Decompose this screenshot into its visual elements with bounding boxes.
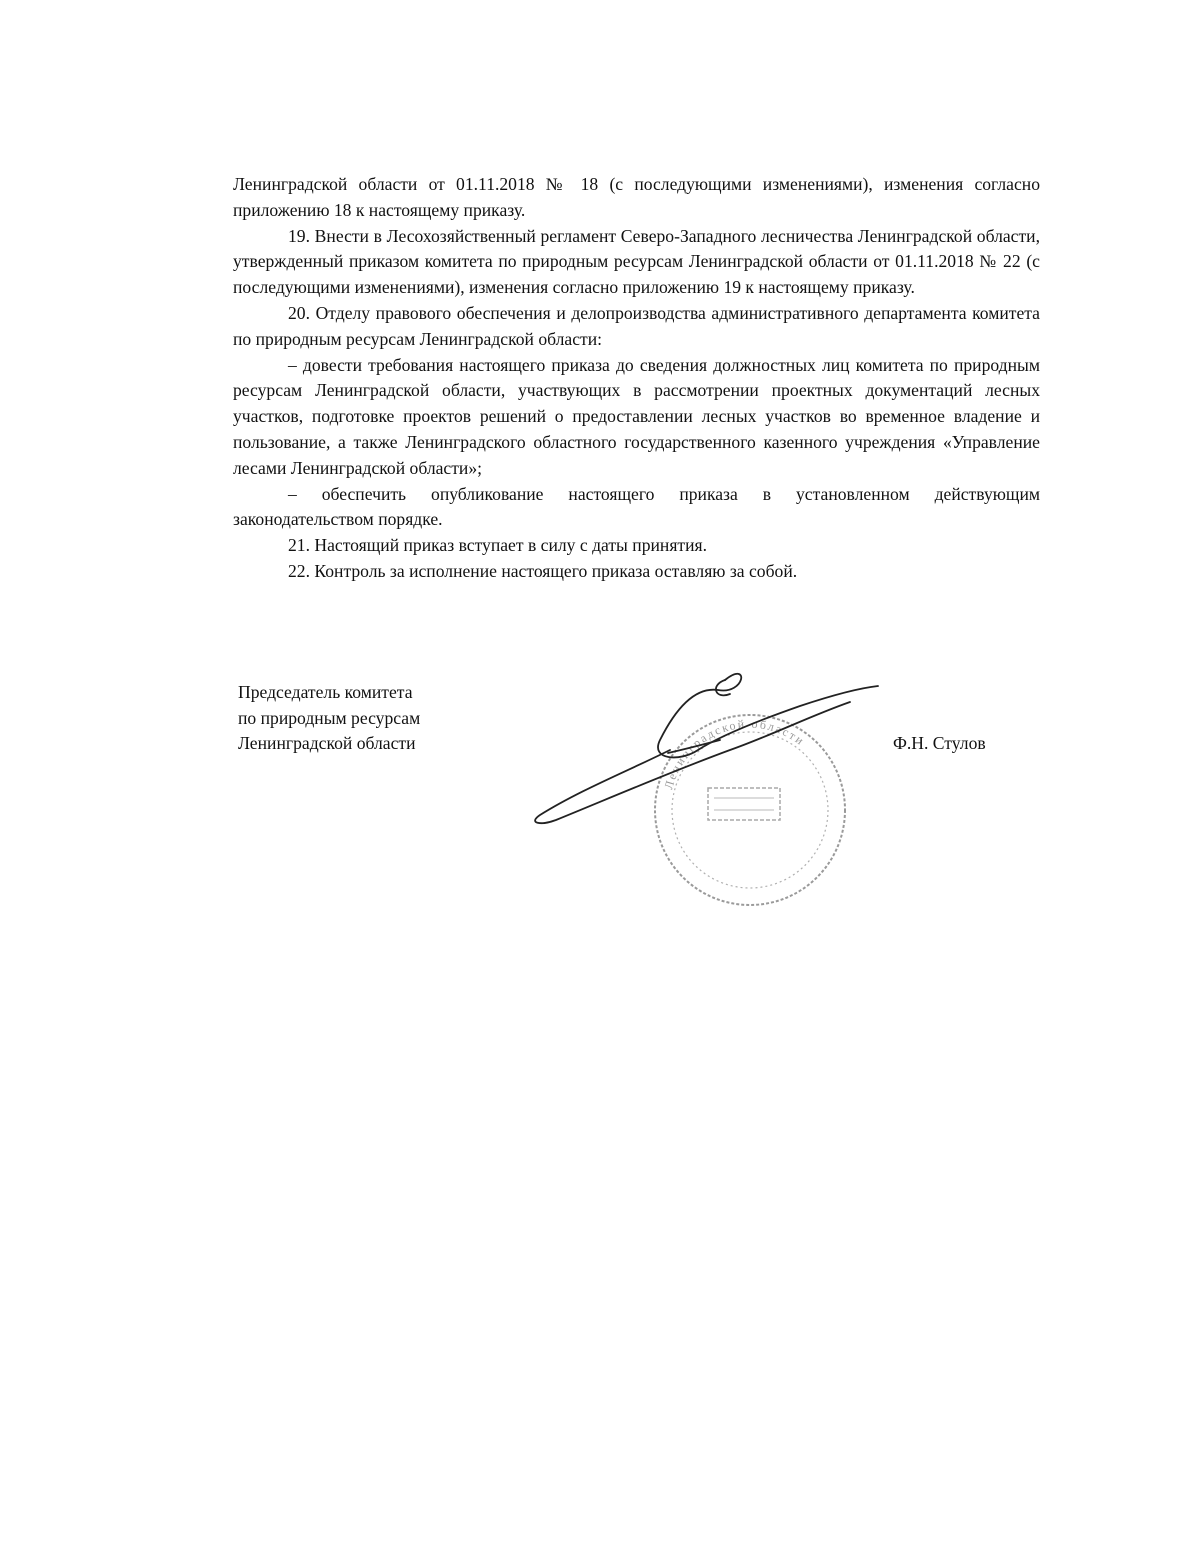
paragraph-item-21: 21. Настоящий приказ вступает в силу с даты принятия. bbox=[288, 535, 708, 556]
paragraph-item-19: 19. Внести в Лесохозяйственный регламент Северо-Западного лесничества Ленинградской области, утвержденный приказом комитета по природным ресурсам Ленинградской области от 01.11.2018 № 22 (с последующими изменениями), изменения согласно приложению 19 к настоящему приказу. bbox=[233, 225, 1040, 298]
signatory-position bbox=[238, 680, 420, 757]
paragraph-item-20: 20. Отделу правового обеспечения и делопроизводства административного департамента комитета по природным ресурсам Ленинградской области: bbox=[233, 302, 1040, 349]
handwritten-signature bbox=[535, 674, 878, 823]
signer-name: Ф.Н. Стулов bbox=[893, 733, 986, 753]
seal-emblem bbox=[708, 788, 780, 820]
seal-legend: Ленинградской области bbox=[661, 716, 808, 791]
paragraph-item-22: 22. Контроль за исполнение настоящего приказа оставляю за собой. bbox=[288, 560, 798, 581]
document-body bbox=[233, 172, 1040, 585]
official-seal bbox=[655, 715, 845, 905]
signatory-position-line-2: по природным ресурсам bbox=[238, 707, 421, 728]
signatory-position-line-3: Ленинградской области bbox=[238, 733, 416, 753]
paragraph-item-20-bullet-1: – довести требования настоящего приказа до сведения должностных лиц комитета по природным ресурсам Ленинградской области, участвующих в рассмотрении проектных документаций лесных участков, подготовке проектов решений о предоставлении лесных участков во временное владение и пользование, а также Ленинградского областного государственного казенного учреждения «Управление лесами Ленинградской области»; bbox=[233, 354, 1040, 478]
signatory-position-line-1: Председатель комитета bbox=[238, 682, 413, 702]
paragraph-continuation: Ленинградской области от 01.11.2018 № 18 (с последующими изменениями), изменения согласно приложению 18 к настоящему приказу. bbox=[233, 174, 1040, 220]
paragraph-item-20-bullet-2: – обеспечить опубликование настоящего приказа в установленном действующим законодательством порядке. bbox=[233, 483, 1040, 530]
official-seal-and-signature bbox=[520, 650, 900, 920]
